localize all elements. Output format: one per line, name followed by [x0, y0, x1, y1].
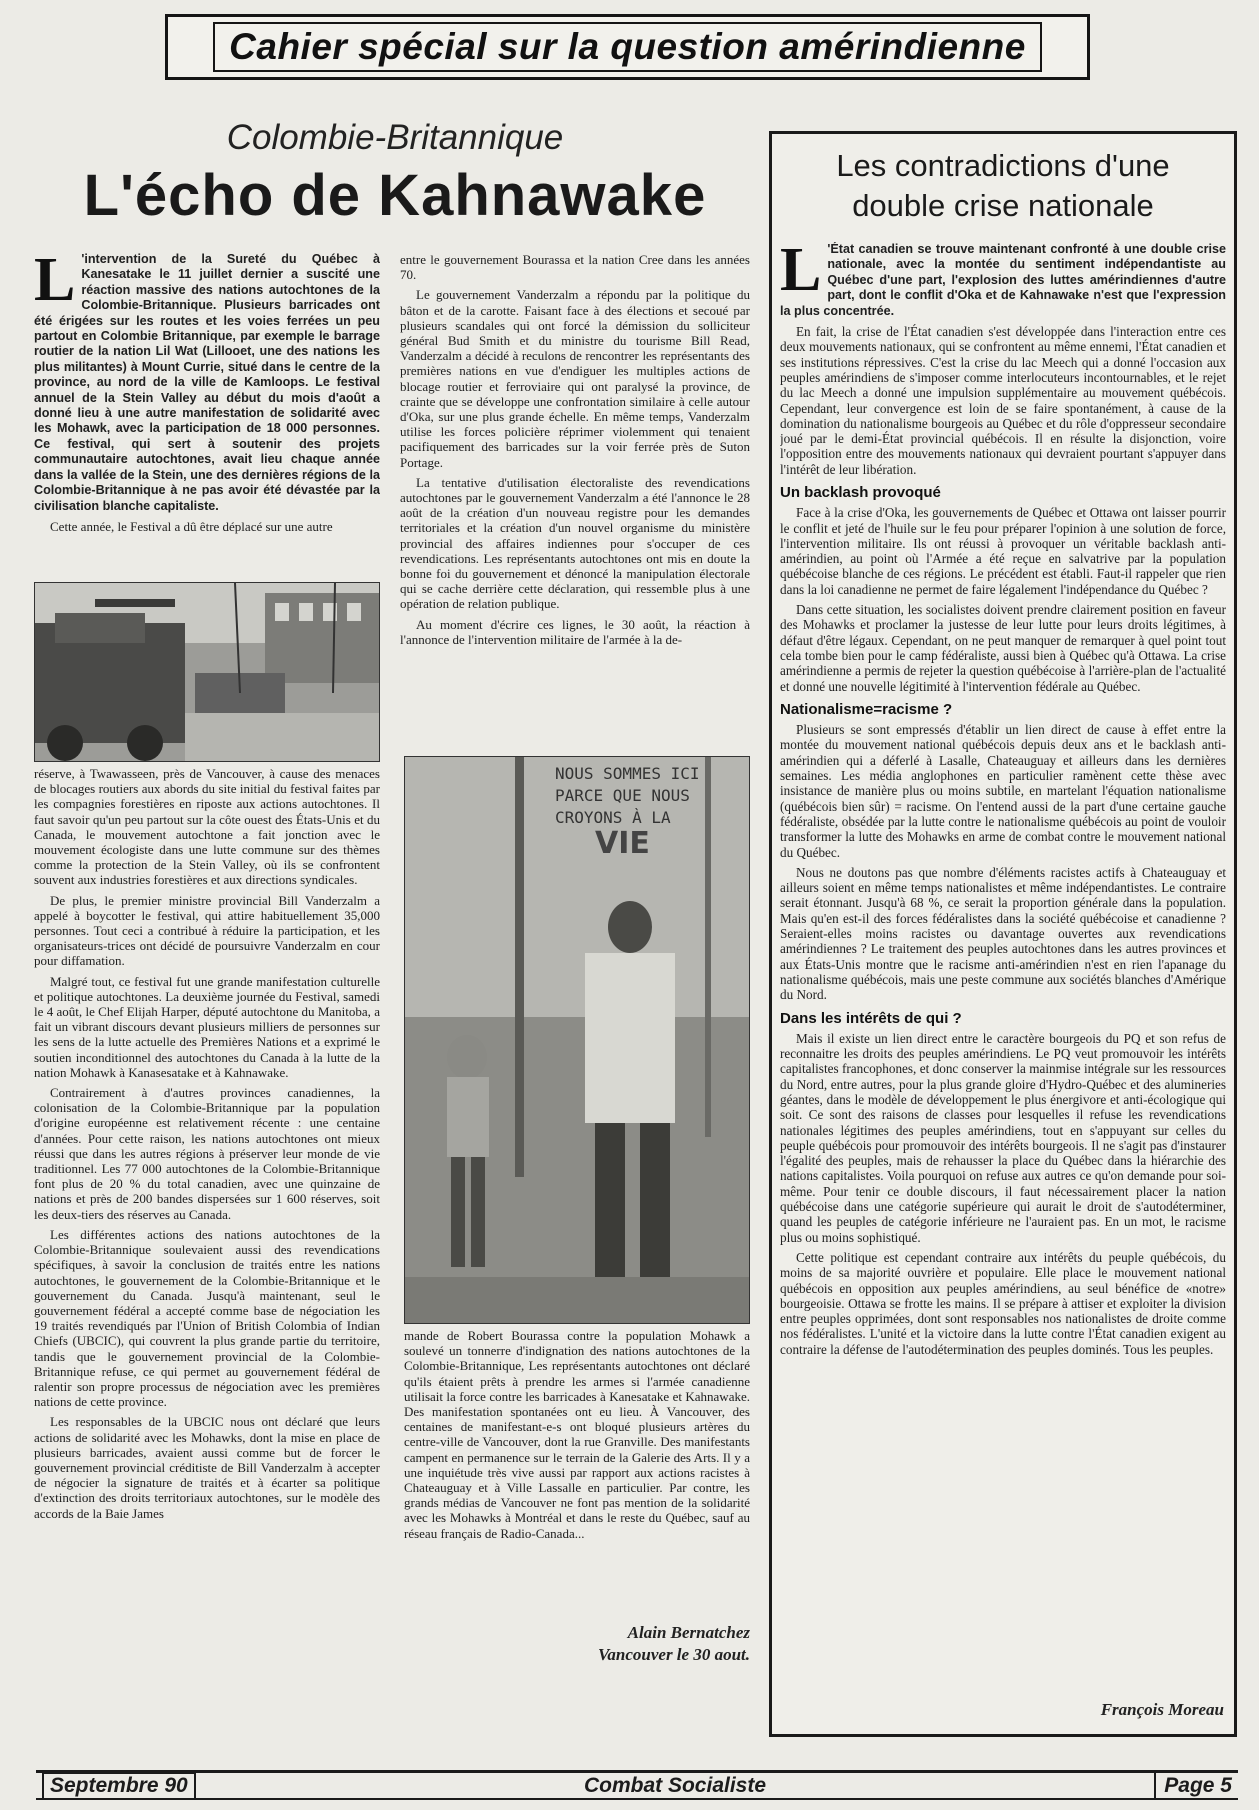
subheading: Un backlash provoqué [780, 484, 941, 501]
paragraph: Plusieurs se sont empressés d'établir un lien direct de cause à effet entre la montée du mouvement national québécois depuis deux ans et le backlash anti-amérindien qui a déferlé à Lasalle, Chateauguay et ailleurs dans les dernières semaines. Les média anglophones en particulier ramènent cette thèse avec insistance de manière plus ou moins subtile, en martelant l'équation nationalisme (québécois bien sûr) = racisme. On l'entend aussi de la part d'une certaine gauche fédéraliste, obsédée par la lutte contre le nationalisme québécois au point de vouloir transformer la lutte des Mohawks en arme de combat contre le mouvement national du Québec. [780, 722, 1226, 860]
title-line-2: double crise nationale [852, 188, 1154, 223]
dropcap: L [780, 242, 822, 304]
paragraph: De plus, le premier ministre provincial Bill Vanderzalm a appelé à boycotter le festival, qui attire habituellement 35,000 personnes. Tout ceci a contribué à réduire la participation, et les organisateurs-trices ont décidé de poursuivre Vanderzalm en cour pour diffamation. [34, 892, 380, 969]
article1-col2-top [400, 252, 750, 752]
article1-lead [34, 252, 380, 514]
footer-date: Septembre 90 [42, 1772, 196, 1800]
paragraph: Les différentes actions des nations autochtones de la Colombie-Britannique soulevaient aussi des revendications spécifiques, à savoir la conclusion de traités entre les nations autochtones, le gouvernement de la Colombie-Britannique et le gouvernement du Canada. Jusqu'à maintenant, seul le gouvernement fédéral a accepté comme base de négociation les 19 traités revendiqués par l'Union of British Colombia of Indian Chiefs (UBCIC), qui couvrent la plus grande partie du territoire, tandis que le gouvernement provincial de la Colombie-Britannique refuse, ce qui permet au gouvernement fédéral de ralentir son propre processus de négociation avec les premières nations de cette province. [34, 1226, 380, 1410]
article2-box [769, 131, 1237, 1737]
paragraph: Cette année, le Festival a dû être déplacé sur une autre [50, 518, 333, 534]
subheading: Nationalisme=racisme ? [780, 700, 953, 718]
paragraph: mande de Robert Bourassa contre la population Mohawk a soulevé un tonnerre d'indignation des nations autochtones de la Colombie-Britannique, Les représentants autochtones ont déclaré qu'ils étaient prêts à prendre les armes si l'armée canadienne utilisait la force contre les barricades à Kanesatake et Kahnawake. Des manifestation spontanées ont eu lieu. À Vancouver, des centaines de manifestant-e-s ont bloqué plusieurs artères du centre-ville de Vancouver, dont la rue Granville. Des manifestants campent en permanence sur le terrain de la Galerie des Arts. Il y a une inquiétude très vive aussi par rapport aux actions racistes à Chateauguay et à Ville Lassalle en particulier. Par contre, les grands médias de Vancouver ne font pas mention de la solidarité avec les Mohawks à Montréal et dans le reste du Québec, sauf au réseau français de Radio-Canada... [404, 1328, 750, 1541]
sign-line-3: CROYONS À LA [555, 808, 671, 827]
paragraph: Nous ne doutons pas que nombre d'éléments racistes actifs à Chateauguay et ailleurs soient en même temps nationalistes et même indépendantistes. Le contraire serait étonnant. Jusqu'à 68 %, ce serait la proportion générale dans la population. Mais qu'en est-il des forces fédéralistes dans la société québécoise et canadienne ? Seraient-elles moins racistes ou davantage ouvertes aux revendications amérindiennes ? Le traitement des peuples autochtones dans les autres provinces et aux États-Unis montre que le racisme anti-amérindien n'est en rien l'apanage du nationalisme québécois, mais une peste commune aux sociétés blanches d'Amérique du Nord. [780, 864, 1226, 1003]
author-signature [404, 1622, 750, 1666]
paragraph: Mais il existe un lien direct entre le caractère bourgeois du PQ et son refus de reconnaitre les droits des peuples amérindiens. Le PQ veut promouvoir les intérêts capitalistes francophones, et donc conserver la mainmise intégrale sur les ressources du Nord, entre autres, pour la plus grande gloire d'Hydro-Québec et des alumineries géantes, dans le modèle de développement le plus énergivore et anti-écologique qui soit. Ce sont des raisons de classes pour lesquelles il refuse les revendications nationales légitimes des peuples amérindiens, tout en s'appuyant sur celles du peuple québécois pour promouvoir des intérêts bourgeois. Il ne s'agit pas d'instaurer l'égalité des peuples, mais de rehausser la place du Québec dans la hiérarchie des nations capitalistes. Voila pourquoi on refuse aux autres ce qu'on demande pour soi-même. Pour tenir ce double discours, il faut nécessairement placer la nation québécoise dans une catégorie supérieure qui aurait le droit de s'autodéterminer, quand les peuples de catégorie inférieure ne l'auraient pas. En un mot, le racisme plus ou moins sophistiqué. [780, 1030, 1226, 1245]
article-kicker: Colombie-Britannique [226, 118, 564, 157]
author-signature: François Moreau [1100, 1700, 1224, 1719]
paragraph: Les responsables de la UBCIC nous ont déclaré que leurs actions de solidarité avec les Mohawks, dont la mise en place de plusieurs barricades, avaient aussi comme but de forcer le gouvernement provincial créditiste de Bill Vanderzalm à accepter de négocier la signature de traités et à écarter sa politique d'extinction des droits territoriaux autochtones, sur le modèle des accords de la Baie James [34, 1414, 380, 1521]
footer-page-number: Page 5 [1154, 1772, 1232, 1800]
photo-illustration [405, 757, 750, 1324]
banner-title: Cahier spécial sur la question amérindienne [213, 22, 1042, 72]
paragraph: Malgré tout, ce festival fut une grande manifestation culturelle et politique autochtones. La deuxième journée du Festival, samedi le 4 août, le Chef Elijah Harper, député autochtone du Manitoba, a fait un vibrant discours devant plusieurs milliers de personnes sur les sens de la lutte actuelle des Premières Nations et a exprimé le soutien inconditionnel des autochtones du Canada à la lutte de la nation Mohawk à Kanasesatake et à Kahnawake. [34, 973, 380, 1080]
paragraph: réserve, à Twawasseen, près de Vancouver, à cause des menaces de blocages routiers aux abords du site initial du festival faites par les compagnies forestières en riposte aux actions autochtones. Il faut savoir qu'un peu partout sur la côte ouest des États-Unis et du Canada, le mouvement autochtone a fait jonction avec le mouvement écologiste dans une lutte commune sur des thèmes comme la protection de la Stein Valley, où ils se confrontent souvent aux industries forestières et aux directions syndicales. [34, 766, 380, 888]
article2-title [772, 146, 1234, 226]
sign-line-1: NOUS SOMMES ICI [555, 764, 700, 783]
title-line-1: Les contradictions d'une [836, 148, 1170, 183]
photo-protest-sign [404, 756, 750, 1324]
paragraph: Le gouvernement Vanderzalm a répondu par la politique du bâton et de la carotte. Faisant face à des élections et secoué par plusieurs scandales qui ont forcé la démission du solliciteur général Bud Smith et du ministre du tourisme Bill Read, Vanderzalm a décidé à reculons de rencontrer les représentants des premières nations en vue d'endiguer les multiples actions de blocage routier et ferroviaire qui ont paralysé la province, de crainte que se développe une confrontation similaire à celle autour d'Oka, sur une plus grande échelle. En même temps, Vanderzalm utilise les forces policière réprimer violemment qui tenaient pacifiquement des barricades sur la voir ferrée près de Suton Portage. [400, 287, 750, 470]
paragraph: entre le gouvernement Bourassa et la nation Cree dans les années 70. [400, 252, 750, 283]
article-headline: L'écho de Kahnawake [83, 163, 707, 228]
article2-lead [780, 242, 1226, 319]
article1-col1-top [34, 252, 380, 580]
photo-military-vehicles [34, 582, 380, 762]
footer-publication: Combat Socialiste [583, 1773, 767, 1797]
paragraph: Face à la crise d'Oka, les gouvernements de Québec et Ottawa ont laisser pourrir le conflit et jeté de l'huile sur le feu pour préparer l'opinion à une solution de force, l'intervention militaire. Ils ont réussi à provoquer un véritable backlash anti-amérindien, au point où l'Armée a été reçue en salvatrive par la population québécoise blanche de ces régions. Le précédent est établi. Faut-il rappeler que rien dans la loi canadienne ne permet de faire légalement l'indépendance du Québec ? [780, 505, 1226, 597]
paragraph: Au moment d'écrire ces lignes, le 30 août, la réaction à l'annonce de l'intervention militaire de l'armée à la de- [400, 616, 750, 647]
author-name: Alain Bernatchez [627, 1623, 750, 1642]
photo-illustration [35, 583, 380, 762]
paragraph: En fait, la crise de l'État canadien s'est développée dans l'interaction entre ces deux mouvements nationaux, qui se confrontent au même ennemi, l'État canadien et ses institutions répressives. C'est la crise du lac Meech qui a donné l'occasion aux peuples amérindiens de s'imposer comme interlocuteurs incontournables, et le rejet du lac Meech a donné une impulsion supplémentaire au mouvement québécois. Cependant, leur convergence est loin de se faire spontanément, à cause de la domination du nationalisme bourgeois au Québec et du rôle d'oppresseur secondaire joué par le demi-État provincial québécois. Il en résulte la disjonction, voire l'opposition entre des mouvements nationaux qui devraient pourtant s'appuyer dans l'intérêt de leur libération. [780, 324, 1226, 477]
article1-lead-text: 'intervention de la Sureté du Québec à Kanesatake le 11 juillet dernier a suscité une réaction massive des nations autochtones de la Colombie-Britannique. Plusieurs barricades ont été érigées sur les routes et les voies ferrées un peu partout en Colombie Britannique, par exemple le barrage routier de la nation Lil Wat (Lillooet, une des nations les plus militantes) à Mount Currie, situé dans le centre de la province, au nord de la ville de Kamloops. Le festival annuel de la Stein Valley au début du mois d'août a donné lieu à une autre manifestation de solidarité avec les Mohawk, avec la participation de 18 000 personnes. Ce festival, qui sert à soutenir des projets communautaire autochtones, avait lieu chaque année dans la vallée de la Stein, une des dernières régions de la Colombie-Britannique à ne pas avoir été dévastée par la civilisation blanche capitaliste. [34, 252, 380, 513]
author-dateline: Vancouver le 30 aout. [597, 1645, 750, 1664]
paragraph: La tentative d'utilisation électoraliste des revendications autochtones par le gouvernement Vanderzalm a été l'annonce le 28 août de la création d'un nouveau registre pour les demandes territoriales et la création d'un nouvel organisme du ministère provincial des affaires indiennes pour s'occuper de ces revendications. Les représentants autochtones ont mis en doute la bonne foi du gouvernement et dénoncé la manipulation électorale qui se cache derrière cette déclaration, qui ressemble plus à une opération de relation publique. [400, 474, 750, 612]
paragraph: Dans cette situation, les socialistes doivent prendre clairement position en faveur des Mohawks et proclamer la justesse de leur lutte pour leurs droits légitimes, à défaut d'être légaux. Cependant, on ne peut manquer de remarquer à quel point tout cela tombe bien pour le camp fédéraliste, aussi bien à Québec qu'à Ottawa. La crise amérindienne a permis de rejeter la question québécoise à l'arrière-plan de l'actualité et donné une nouvelle légitimité à l'intervention fédérale au Québec. [780, 602, 1226, 694]
article2-lead-text: 'État canadien se trouve maintenant confronté à une double crise nationale, avec la montée du sentiment indépendantiste au Québec d'une part, l'explosion des luttes amérindiennes d'autre part, dont le conflit d'Oka et de Kahnawake n'est que l'expression la plus concentrée. [780, 242, 1226, 318]
sign-line-2: PARCE QUE NOUS [555, 786, 690, 805]
article1-col1-bottom [34, 766, 380, 1750]
article2-body [780, 242, 1226, 1672]
section-banner [165, 14, 1090, 80]
sign-line-4: VIE [595, 826, 650, 861]
page-footer [36, 1770, 1238, 1800]
subheading: Dans les intérêts de qui ? [780, 1009, 962, 1027]
paragraph: Cette politique est cependant contraire aux intérêts du peuple québécois, du moins de sa majorité ouvrière et populaire. Elle place le mouvement national québécois en opposition aux peuples amérindiens, au seul bénéfice de «notre» bourgeoisie. Ottawa se frotte les mains. Il se prépare à attiser et exploiter la division entre peuples opprimées, dont sont responsables nos nationalistes de droite comme nos fédéralistes. L'unité et la victoire dans la lutte contre l'État canadien exigent au contraire la défense de l'autodétermination des peuples dominés. Tous les peuples. [780, 1249, 1226, 1357]
paragraph: Contrairement à d'autres provinces canadiennes, la colonisation de la Colombie-Britannique par la population d'origine européenne est relativement récente : une centaine d'années. Pour cette raison, les nations autochtones ont mieux réussi que dans les autres régions à préserver leur monde de vie traditionnel. Les 77 000 autochtones de la Colombie-Britannique font plus de 20 % du total canadien, avec une quinzaine de nations et près de 200 bandes dispersées sur 1 600 réserves, soit les deux-tiers des réserves au Canada. [34, 1085, 380, 1222]
article1-col2-bottom [404, 1328, 750, 1628]
dropcap: L [34, 252, 76, 314]
